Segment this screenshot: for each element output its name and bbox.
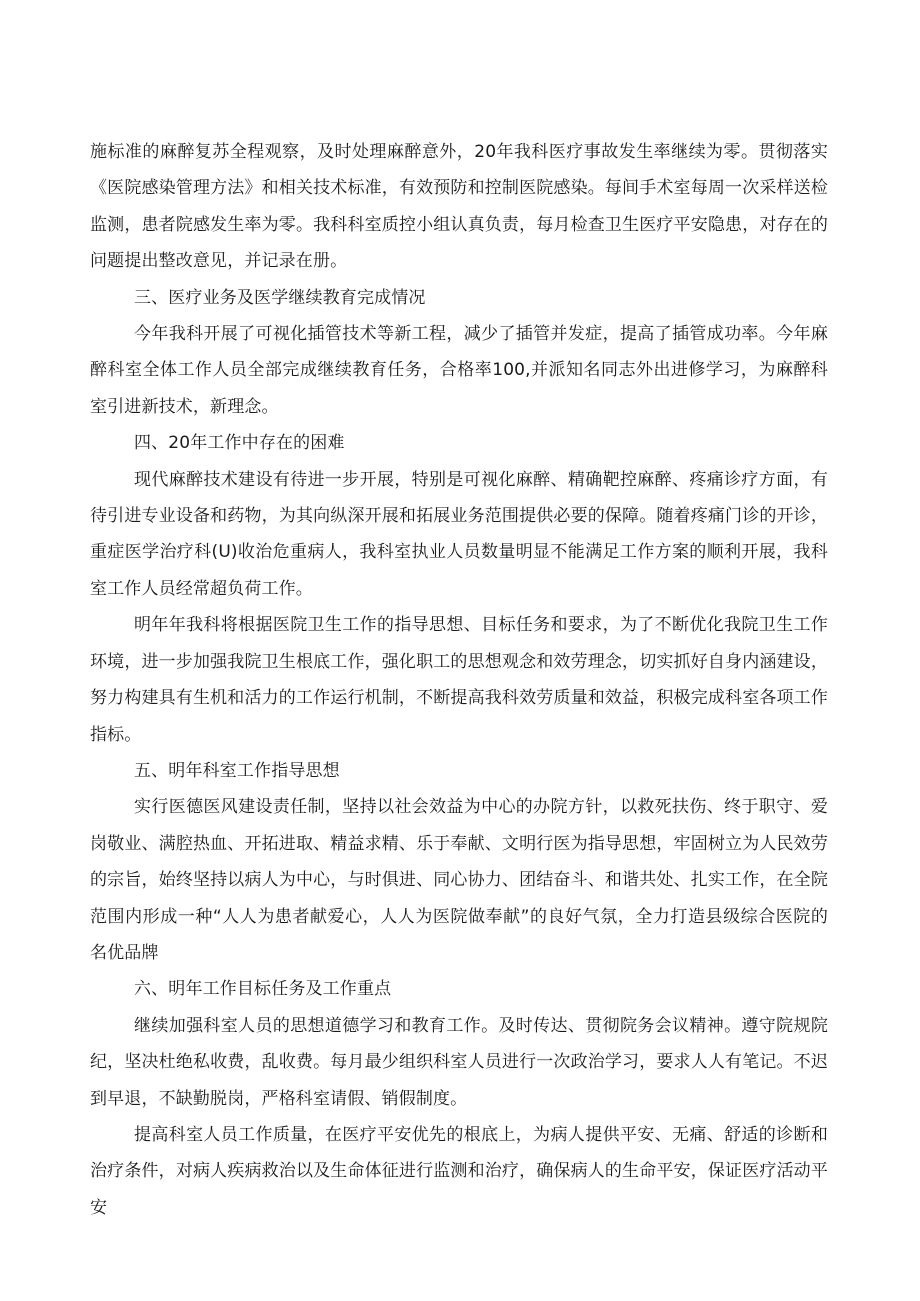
paragraph-guiding-thought: 实行医德医风建设责任制，坚持以社会效益为中心的办院方针，以救死扶伤、终于职守、爱岗敬业、满腔热血、开拓进取、精益求精、乐于奉献、文明行医为指导思想，牢固树立为人民效劳的宗旨，始终坚持以病人为中心，与时俱进、同心协力、团结奋斗、和谐共处、扎实工作，在全院范围内形成一种“人人为患者献爱心，人人为医院做奉献”的良好气氛，全力打造县级综合医院的名优品牌	[90, 797, 828, 963]
document-body	[90, 134, 828, 1226]
section-heading-4: 四、20年工作中存在的困难	[134, 433, 345, 454]
section-heading-6: 六、明年工作目标任务及工作重点	[134, 979, 392, 1000]
paragraph-work-quality: 提高科室人员工作质量，在医疗平安优先的根底上，为病人提供平安、无痛、舒适的诊断和治疗条件，对病人疾病救治以及生命体征进行监测和治疗，确保病人的生命平安，保证医疗活动平安	[90, 1124, 828, 1218]
section-heading-5: 五、明年科室工作指导思想	[134, 760, 340, 781]
paragraph-continued-infection-control: 施标准的麻醉复苏全程观察，及时处理麻醉意外，20年我科医疗事故发生率继续为零。贯彻落实《医院感染管理方法》和相关技术标准，有效预防和控制医院感染。每间手术室每周一次采样送检监测，患者院感发生率为零。我科科室质控小组认真负责，每月检查卫生医疗平安隐患，对存在的问题提出整改意见，并记录在册。	[90, 142, 828, 272]
paragraph-difficulties: 现代麻醉技术建设有待进一步开展，特别是可视化麻醉、精确靶控麻醉、疼痛诊疗方面，有待引进专业设备和药物，为其向纵深开展和拓展业务范围提供必要的保障。随着疼痛门诊的开诊，重症医学治疗科(U)收治危重病人，我科室执业人员数量明显不能满足工作方案的顺利开展，我科室工作人员经常超负荷工作。	[90, 469, 828, 599]
paragraph-ethics-education: 继续加强科室人员的思想道德学习和教育工作。及时传达、贯彻院务会议精神。遵守院规院纪，坚决杜绝私收费，乱收费。每月最少组织科室人员进行一次政治学习，要求人人有笔记。不迟到早退，不缺勤脱岗，严格科室请假、销假制度。	[90, 1015, 828, 1109]
section-heading-3: 三、医疗业务及医学继续教育完成情况	[134, 287, 426, 308]
paragraph-business-education: 今年我科开展了可视化插管技术等新工程，减少了插管并发症，提高了插管成功率。今年麻醉科室全体工作人员全部完成继续教育任务，合格率100,并派知名同志外出进修学习，为麻醉科室引进新技术，新理念。	[90, 324, 828, 417]
paragraph-next-year-plan: 明年年我科将根据医院卫生工作的指导思想、目标任务和要求，为了不断优化我院卫生工作环境，进一步加强我院卫生根底工作，强化职工的思想观念和效劳理念，切实抓好自身内涵建设，努力构建具有生机和活力的工作运行机制，不断提高我科效劳质量和效益，积极完成科室各项工作指标。	[90, 615, 828, 745]
